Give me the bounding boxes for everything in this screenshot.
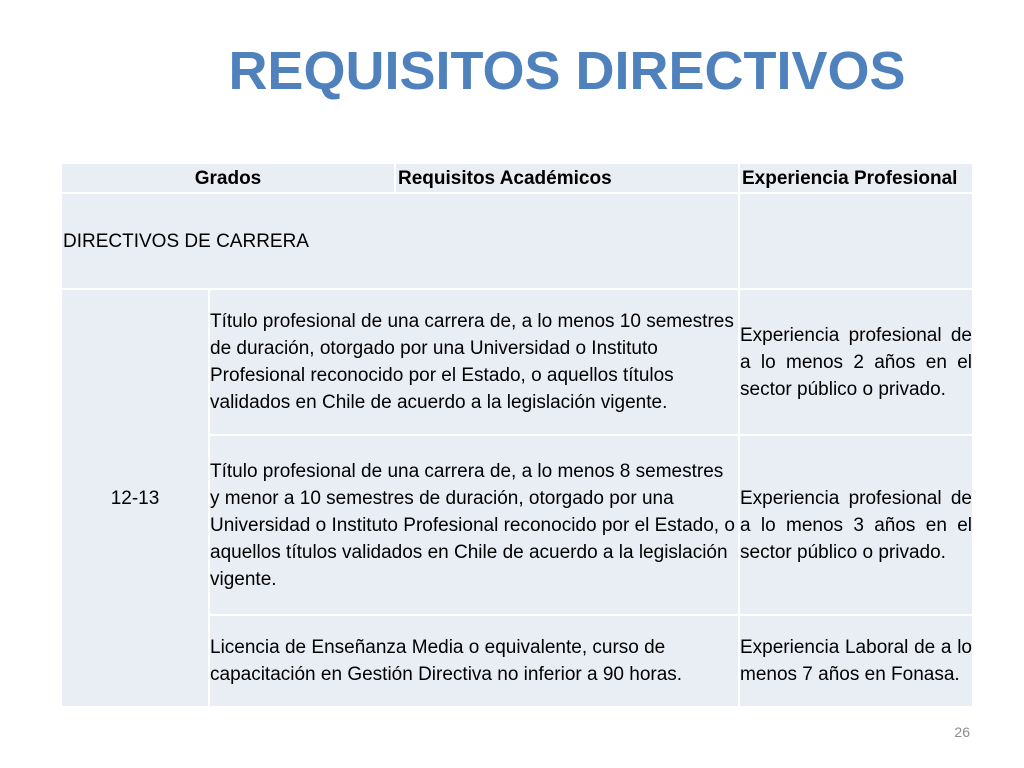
page-number: 26 <box>954 724 970 740</box>
table-header-row <box>61 163 973 193</box>
section-row-directivos <box>61 193 973 289</box>
experience-requirement-cell: Experiencia Laboral de a lo menos 7 años en Fonasa. <box>739 615 973 707</box>
slide-title: REQUISITOS DIRECTIVOS <box>228 41 906 101</box>
academic-requirement-cell: Título profesional de una carrera de, a lo menos 8 semestres y menor a 10 semestres de duración, otorgado por una Universidad o Instituto Profesional reconocido por el Estado, o aquellos títulos validados en Chile de acuerdo a la legislación vigente. <box>209 435 739 615</box>
table-row <box>61 289 973 435</box>
experience-requirement-cell: Experiencia profesional de a lo menos 3 años en el sector público o privado. <box>739 435 973 615</box>
header-requisitos-academicos: Requisitos Académicos <box>395 163 739 193</box>
section-empty-cell <box>739 193 973 289</box>
experience-requirement-cell: Experiencia profesional de a lo menos 2 años en el sector público o privado. <box>739 289 973 435</box>
section-label-directivos-de-carrera: DIRECTIVOS DE CARRERA <box>61 193 739 289</box>
grade-range-cell: 12-13 <box>61 289 209 707</box>
header-grados: Grados <box>61 163 395 193</box>
header-experiencia-profesional: Experiencia Profesional <box>739 163 973 193</box>
requirements-table-container <box>60 162 972 708</box>
requirements-table <box>60 162 974 708</box>
academic-requirement-cell: Título profesional de una carrera de, a lo menos 10 semestres de duración, otorgado por una Universidad o Instituto Profesional reconocido por el Estado, o aquellos títulos validados en Chile de acuerdo a la legislación vigente. <box>209 289 739 435</box>
academic-requirement-cell: Licencia de Enseñanza Media o equivalente, curso de capacitación en Gestión Directiva no inferior a 90 horas. <box>209 615 739 707</box>
